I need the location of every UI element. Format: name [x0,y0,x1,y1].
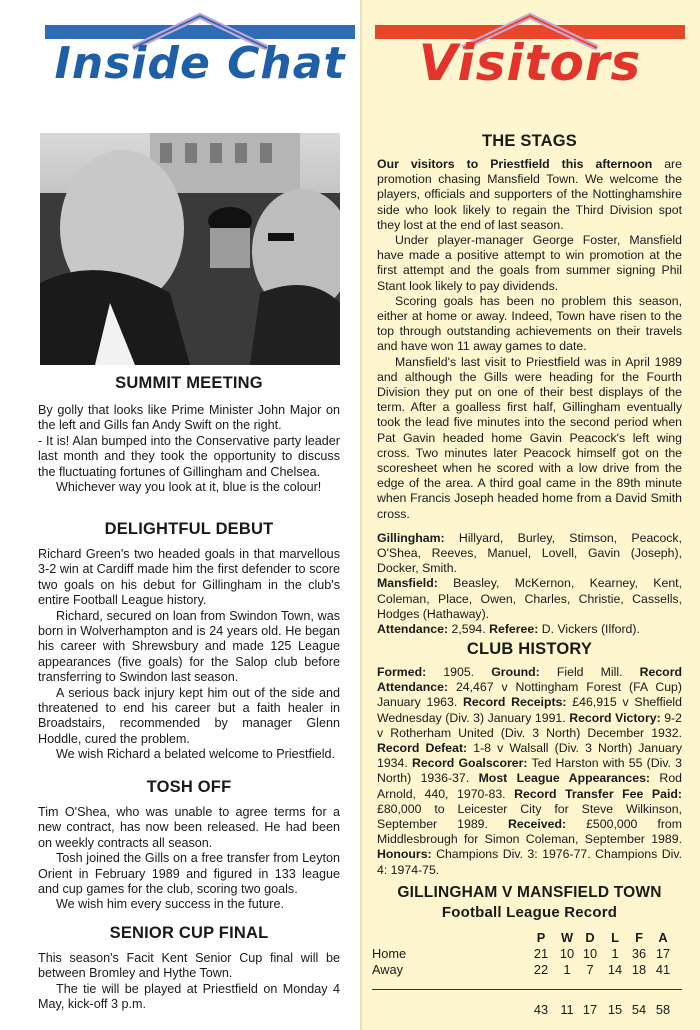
referee-label: Referee: [489,622,539,637]
history-label: Record Victory: [569,710,661,725]
debut-section [38,520,340,763]
lead-rest: are promotion chasing Mansfield Town. We welcome the players, officials and supporters of the Nottinghamshire side who look likely to regain the Third Division spot they lost at the end of last season. [377,157,682,232]
table-cell: 18 [631,962,647,977]
history-label: Record Attendance: [377,665,682,695]
history-value: 1-8 v Walsall (Div. 3 North) January 1934. [377,741,683,771]
paragraph: By golly that looks like Prime Minister John Major on the left and Gills fan Andy Swift on the right. [38,403,340,433]
club-history-section [377,640,682,878]
lineup-away [377,576,682,622]
table-cell: 15 [607,1002,623,1017]
paragraph: Tim O'Shea, who was unable to agree terms for a new contract, has now been released. He had been on weekly contracts all season. [38,805,340,850]
paragraph [377,157,682,233]
column-header: F [635,930,643,945]
paragraph: The tie will be played at Priestfield on Monday 4 May, kick-off 3 p.m. [38,981,340,1012]
history-value: Champions Div. 3: 1976-77. Champions Div. 4: 1974-75. [377,847,682,877]
lineup-players: Hillyard, Burley, Stimson, Peacock, O'Shea, Reeves, Manuel, Lovell, Gavin (Joseph), Docker, Smith. [377,530,682,576]
history-label: Ground: [491,665,540,679]
paragraph: A serious back injury kept him out of the side and threatened to end his career but a faith healer in Broadstairs, recommended by manager Glenn Hoddle, cured the problem. [38,685,340,746]
lead-bold: Our visitors to Priestfield this afternoon [377,157,653,171]
summit-photo [40,133,340,365]
table-cell: 58 [655,1002,671,1017]
summit-section [38,374,340,495]
attendance-value: 2,594. [448,622,490,637]
table-cell: 1 [611,946,619,961]
paragraph: Tosh joined the Gills on a free transfer from Leyton Orient in February 1989 and figured in 133 league and cup games for the club, scoring two goals. [38,851,340,897]
table-cell: 43 [533,1002,549,1017]
history-label: Most League Appearances: [478,771,651,786]
history-value: 1905. [426,665,492,679]
stags-section [377,132,682,637]
history-label: Record Defeat: [377,741,468,756]
lineup-home [377,531,682,577]
masthead-title: Inside Chat [54,38,346,89]
section-heading: DELIGHTFUL DEBUT [104,520,274,538]
paragraph: We wish him every success in the future. [56,897,284,912]
history-value: 9-2 v Rotherham United (Div. 3 North) December 1932. [377,710,682,740]
paragraph: We wish Richard a belated welcome to Priestfield. [56,747,336,762]
totals-row [372,1002,682,1018]
history-value: Rod Arnold, 440, 1970-83. [377,771,682,801]
history-value: 24,467 v Nottingham Forest (FA Cup) January 1963. [377,680,682,710]
table-header [372,930,682,946]
lineup-label: Mansfield: [377,576,438,591]
record-subtitle: Football League Record [441,904,618,921]
masthead-title: Visitors [418,34,642,92]
table-cell: 17 [582,1002,598,1017]
column-divider [360,0,362,1030]
table-cell: 17 [655,946,671,961]
column-header: W [560,930,574,945]
table-cell: 14 [607,962,623,977]
history-value: £46,915 v Sheffield Wednesday (Div. 3) January 1991. [377,695,683,725]
paragraph: Mansfield's last visit to Priestfield was in April 1989 and although the Gills were heading for the Fourth Division they put on one of their best displays of the term. After a goalless first half, Gillingham eventually took the lead five minutes into the second period when Pat Gavin headed home Gavin Peacock's left wing cross. Two minutes later Peacock himself got on the scoresheet when he scored with a low drive from the edge of the area. A third goal came in the 89th minute when Francis Joseph headed home from a David Smith cross. [377,354,682,521]
paragraph: This season's Facit Kent Senior Cup final will be between Bromley and Hythe Town. [38,951,340,981]
totals-rule [372,989,682,990]
visitors-masthead [375,0,685,100]
table-cell: 10 [582,946,598,961]
cup-section [38,924,340,1013]
table-cell: 1 [563,962,571,977]
table-cell: 21 [533,946,549,961]
section-heading: THE STAGS [482,132,577,150]
lineup-label: Gillingham: [377,530,445,545]
section-heading: SUMMIT MEETING [115,374,263,392]
history-value: £80,000 to Leicester City for Steve Wilkinson, September 1989. [377,801,682,832]
history-label: Record Goalscorer: [411,756,528,771]
attendance-label: Attendance: [377,622,449,637]
history-text [377,665,682,878]
section-heading: SENIOR CUP FINAL [109,924,269,942]
table-cell: 11 [560,1002,574,1017]
section-heading: CLUB HISTORY [466,640,593,658]
history-value: Ted Harston with 55 (Div. 3 North) 1936-37. [377,756,682,786]
inside-chat-masthead [45,0,355,100]
paragraph: Under player-manager George Foster, Mansfield have made a positive attempt to win promotion at the first attempt and the goals from summer signing Phil Stant look likely to pay dividends. [377,233,682,293]
column-header: P [536,930,546,945]
paragraph: Richard, secured on loan from Swindon Town, was born in Wolverhampton and is 24 years old. He began his career with Shrewsbury and made 125 League appearances (five goals) for the Salop club before transferring to Swindon last season. [38,608,340,685]
section-heading: TOSH OFF [146,778,232,796]
row-label: Away [372,962,404,977]
history-value: Field Mill. [539,665,640,679]
table-cell: 22 [533,962,549,977]
table-cell: 7 [586,962,594,977]
table-cell: 41 [655,962,671,977]
history-value: £500,000 from Middlesbrough for Simon Coleman, September 1989. [377,817,682,847]
column-header: L [611,930,619,945]
history-label: Formed: [377,665,427,679]
paragraph: Whichever way you look at it, blue is the colour! [56,480,322,495]
column-header: D [585,930,595,945]
column-header: A [658,930,668,945]
lineup-players: Beasley, McKernon, Kearney, Kent, Coleman, Place, Owen, Charles, Christie, Cassells, Hodges (Hathaway). [377,576,682,621]
paragraph: - It is! Alan bumped into the Conservative party leader last month and they took the opportunity to discuss the fluctuating fortunes of Gillingham and Chelsea. [38,433,340,479]
history-label: Record Receipts: [463,695,567,710]
paragraph: Scoring goals has been no problem this season, either at home or away. Indeed, Town have risen to the top through outstanding achievements on their travels and have won 11 away games to date. [377,293,682,354]
table-cell: 10 [559,946,575,961]
attendance-line [377,622,682,637]
record-title: GILLINGHAM V MANSFIELD TOWN [397,884,662,901]
paragraph: Richard Green's two headed goals in that marvellous 3-2 win at Cardiff made him the first defender to score two goals on his debut for Gillingham in the club's entire Football League history. [38,547,340,608]
history-label: Received: [507,817,567,832]
history-label: Record Transfer Fee Paid: [514,786,682,801]
table-cell: 54 [631,1002,647,1017]
table-cell: 36 [631,946,647,961]
tosh-section [38,778,340,913]
table-row [372,962,682,978]
league-record-heading [377,884,682,921]
row-label: Home [372,946,407,961]
history-label: Honours: [377,847,432,862]
table-row [372,946,682,962]
referee-value: D. Vickers (Ilford). [538,622,640,637]
